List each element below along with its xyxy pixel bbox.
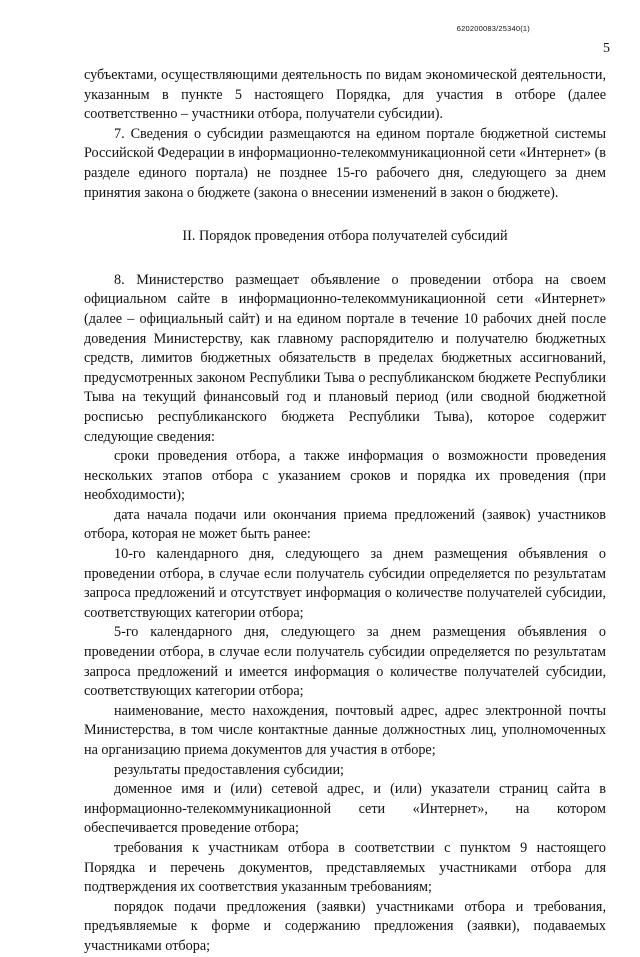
paragraph-item: 10-го календарного дня, следующего за днем размещения объявления о проведении отбора, в случае если получатель субсидии определяется по результатам запроса предложений и отсутствует информация о количестве получателей субсидии, соответствующих категории отбора; [84, 546, 606, 621]
paragraph-continuation: субъектами, осуществляющими деятельность по видам экономической деятельности, указанным в пункте 5 настоящего Порядка, для участия в отборе (далее соответственно – участники отбора, получатели субсидии). [84, 67, 606, 123]
paragraph-item: требования к участникам отбора в соответствии с пунктом 9 настоящего Порядка и перечень документов, представляемых участниками отбора для подтверждения их соответствия указанным требованиям; [84, 839, 606, 896]
paragraph-item: наименование, место нахождения, почтовый адрес, адрес электронной почты Министерства, в том числе контактные данные должностных лиц, уполномоченных на организацию приема документов для участия в отборе; [84, 702, 606, 758]
page-number: 5 [603, 41, 610, 56]
paragraph-item: дата начала подачи или окончания приема предложений (заявок) участников отбора, которая не может быть ранее: [84, 506, 606, 543]
paragraph-item: сроки проведения отбора, а также информация о возможности проведения нескольких этапов отбора с указанием сроков и порядка их проведения (при необходимости); [84, 448, 606, 504]
paragraph-item: доменное имя и (или) сетевой адрес, и (или) указатели страниц сайта в информационно-телекоммуникационной сети «Интернет», на котором обеспечивается проведение отбора; [84, 781, 606, 837]
paragraph-item: результаты предоставления субсидии; [114, 761, 344, 778]
paragraph-item: порядок подачи предложения (заявки) участниками отбора и требования, предъявляемые к форме и содержанию предложения (заявки), подаваемых участниками отбора; [84, 898, 606, 954]
section-heading: II. Порядок проведения отбора получателей субсидий [182, 228, 508, 245]
document-body [84, 66, 606, 957]
document-code: 620200083/25340(1) [456, 24, 530, 33]
paragraph-item: 5-го календарного дня, следующего за днем размещения объявления о проведении отбора, в случае если получатель субсидии определяется по результатам запроса предложений и имеется информация о количестве получателей субсидии, соответствующих категории отбора; [84, 624, 606, 700]
paragraph-clause-8: 8. Министерство размещает объявление о проведении отбора на своем официальном сайте в информационно-телекоммуникационной сети «Интернет» (далее – официальный сайт) и на едином портале в течение 10 рабочих дней после доведения Министерству, как главному распорядителю и получателю бюджетных средств, лимитов бюджетных обязательств в пределах бюджетных ассигнований, предусмотренных законом Республики Тыва о республиканском бюджете Республики Тыва на текущий финансовый год и плановый период (или сводной бюджетной росписью республиканского бюджета Республики Тыва), которое содержит следующие сведения: [84, 271, 606, 445]
paragraph-clause-7: 7. Сведения о субсидии размещаются на едином портале бюджетной системы Российской Федерации в информационно-телекоммуникационной сети «Интернет» (в разделе единого портала) не позднее 15-го рабочего дня, следующего за днем принятия закона о бюджете (закона о внесении изменений в закон о бюджете). [84, 125, 606, 201]
